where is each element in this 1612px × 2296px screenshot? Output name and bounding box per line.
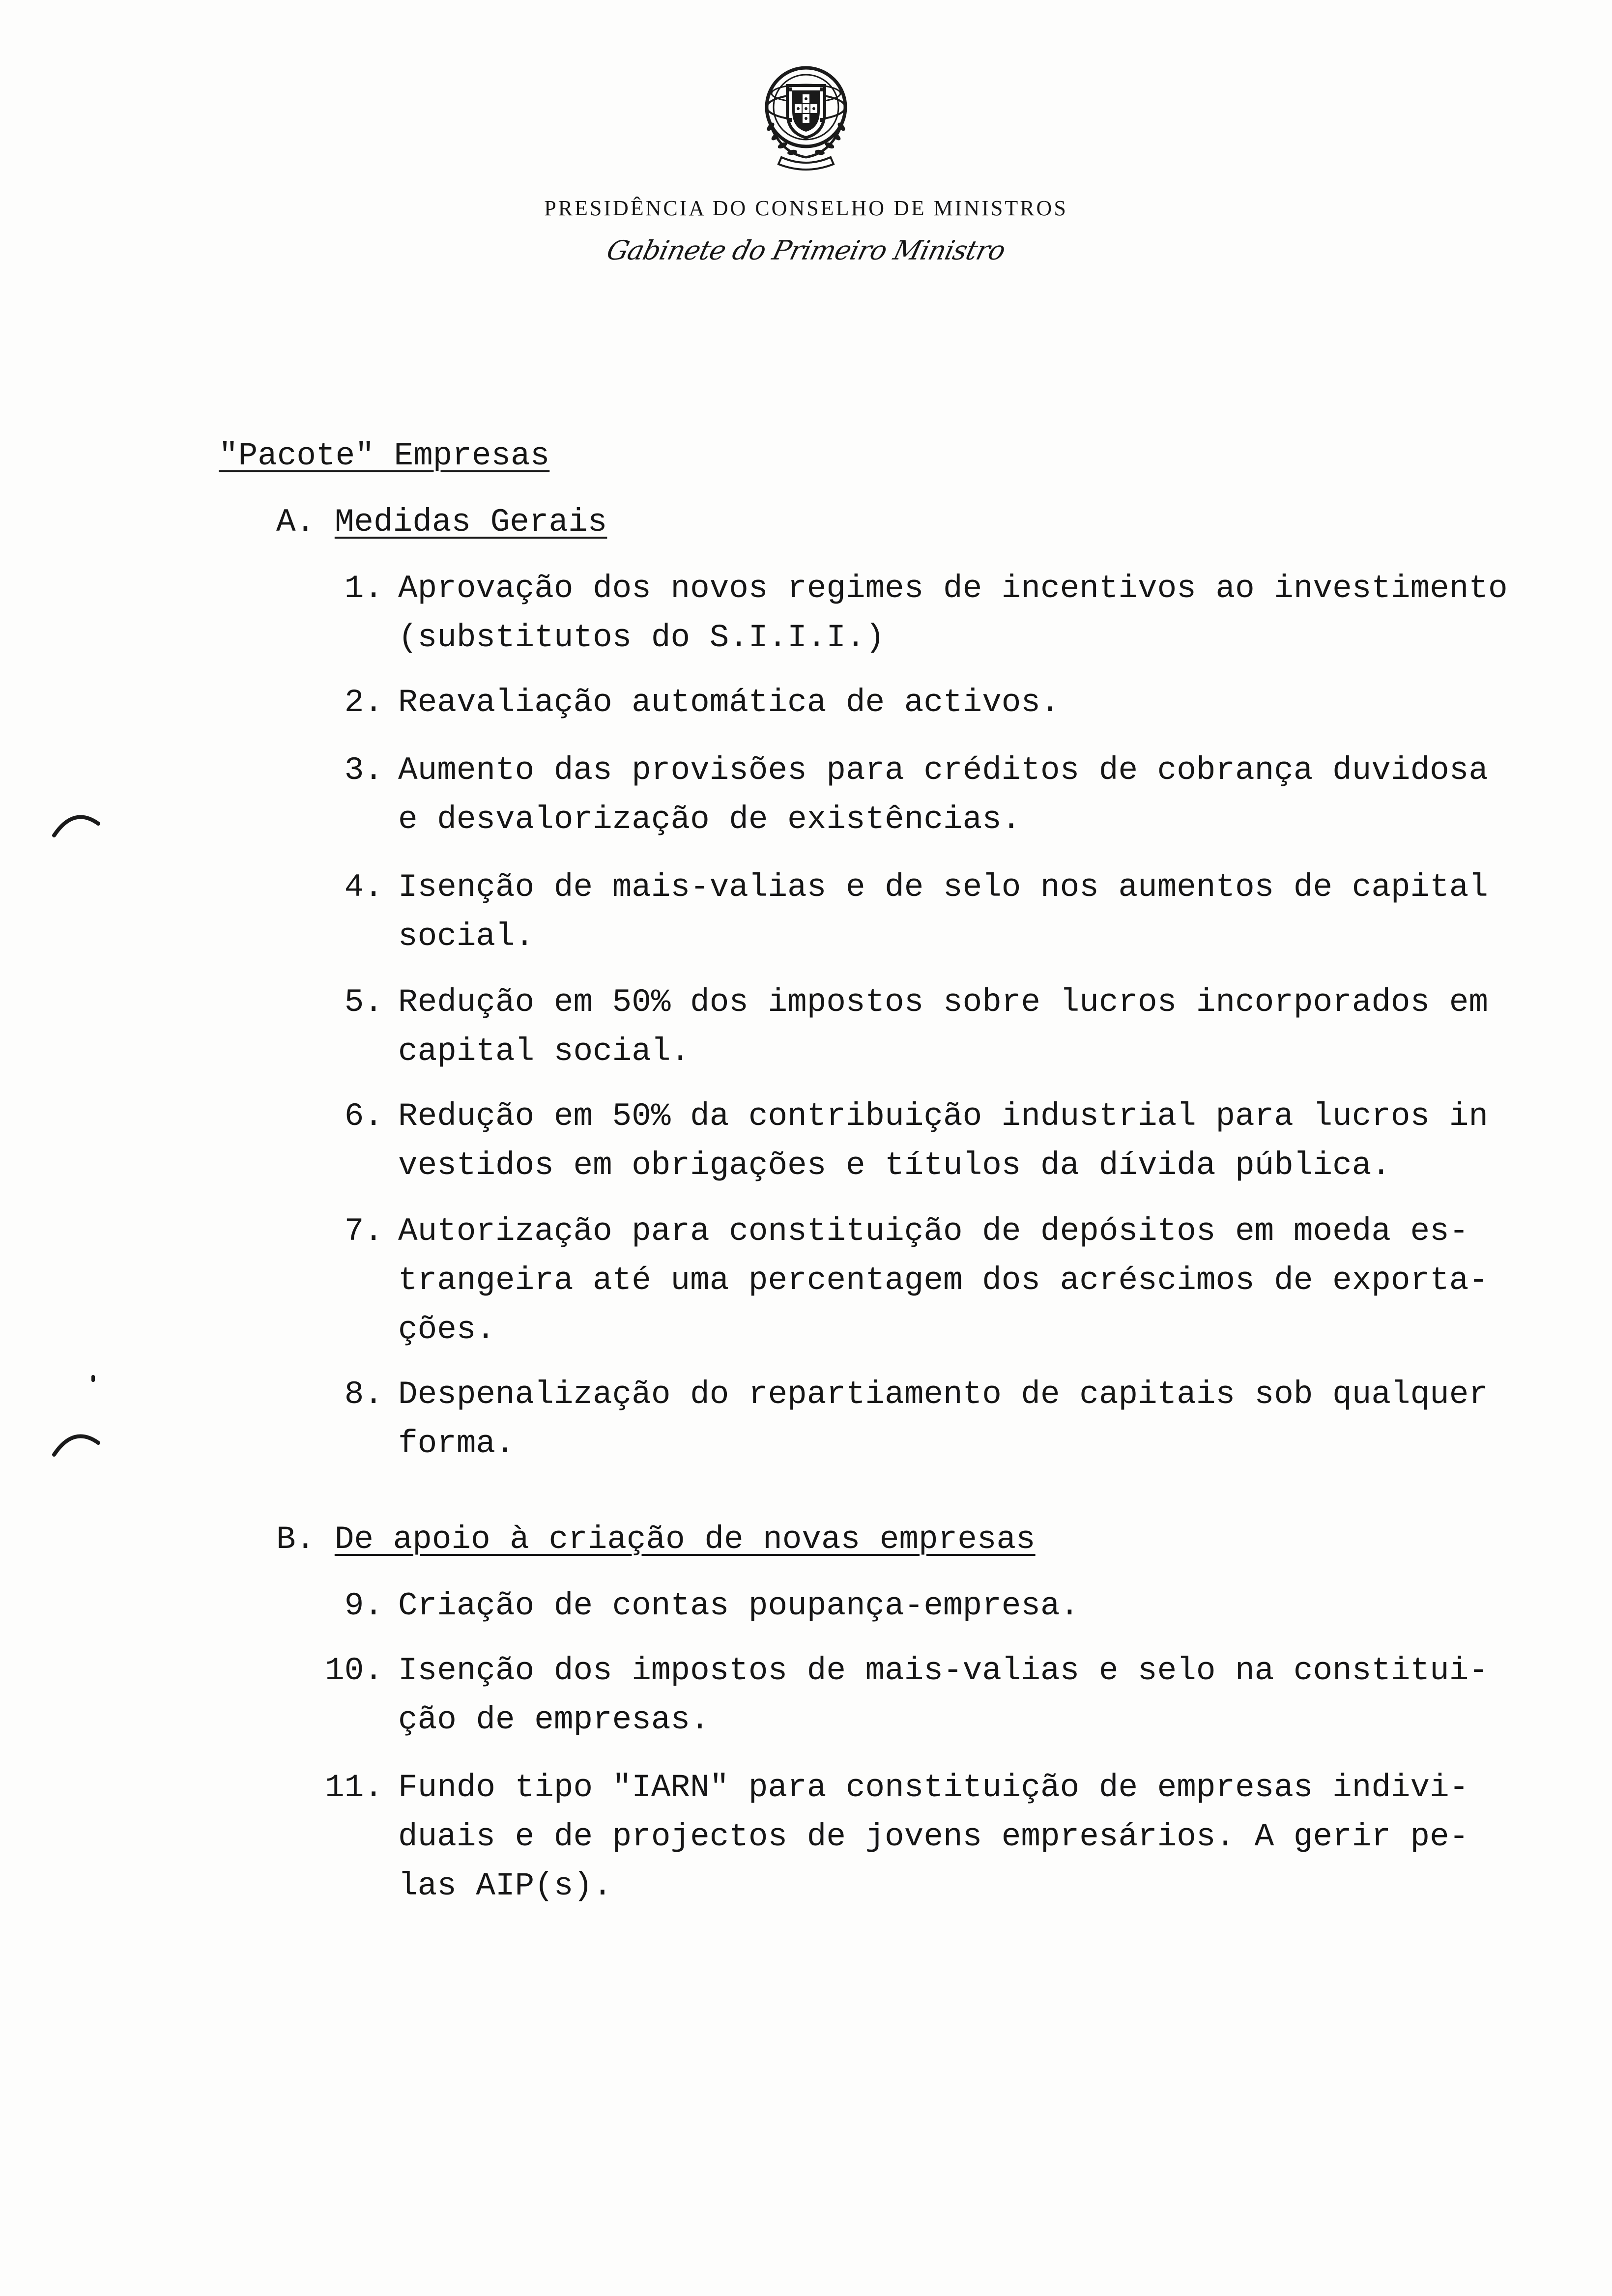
- item-text-line: Reavaliação automática de activos.: [398, 684, 1060, 721]
- item-text-line: Redução em 50% dos impostos sobre lucros incorporados em: [398, 984, 1488, 1021]
- document-title: "Pacote" Empresas: [219, 437, 550, 474]
- item-text-line: Isenção dos impostos de mais-valias e selo na constitui-: [398, 1652, 1488, 1689]
- item-text-line: las AIP(s).: [398, 1867, 612, 1904]
- item-text-line: Redução em 50% da contribuição industrial para lucros in: [398, 1098, 1488, 1135]
- item-number: 11.: [325, 1769, 383, 1806]
- item-number: 1.: [344, 570, 383, 607]
- item-text-line: Aumento das provisões para créditos de cobrança duvidosa: [398, 752, 1488, 789]
- section-a-header: [276, 498, 607, 547]
- item-number: 3.: [344, 752, 383, 789]
- item-text-line: Fundo tipo "IARN" para constituição de empresas indivi-: [398, 1769, 1469, 1806]
- item-number: 10.: [325, 1652, 383, 1689]
- item-text-line: vestidos em obrigações e títulos da dívida pública.: [398, 1147, 1391, 1184]
- item-text-line: capital social.: [398, 1033, 691, 1070]
- item-text-line: ção de empresas.: [398, 1701, 710, 1738]
- item-text-line: (substitutos do S.I.I.I.): [398, 619, 885, 656]
- item-number: 4.: [344, 869, 383, 906]
- item-number: 8.: [344, 1376, 383, 1413]
- item-text-line: e desvalorização de existências.: [398, 801, 1021, 838]
- punch-hole-mark: [49, 806, 103, 840]
- section-letter: B.: [276, 1521, 316, 1558]
- section-heading: De apoio à criação de novas empresas: [334, 1521, 1036, 1558]
- scan-speck: [91, 1375, 95, 1382]
- item-text-line: Isenção de mais-valias e de selo nos aumentos de capital: [398, 869, 1488, 906]
- item-text-line: Criação de contas poupança-empresa.: [398, 1587, 1080, 1624]
- item-text-line: trangeira até uma percentagem dos acréscimos de exporta-: [398, 1262, 1488, 1299]
- item-text-line: social.: [398, 918, 535, 955]
- item-text-line: Aprovação dos novos regimes de incentivos ao investimento: [398, 570, 1508, 607]
- item-number: 6.: [344, 1098, 383, 1135]
- item-text-line: duais e de projectos de jovens empresários. A gerir pe-: [398, 1818, 1469, 1855]
- section-b-header: [276, 1515, 1036, 1564]
- item-text-line: Autorização para constituição de depósitos em moeda es-: [398, 1213, 1469, 1250]
- item-number: 2.: [344, 684, 383, 721]
- item-number: 5.: [344, 984, 383, 1021]
- punch-hole-mark: [49, 1425, 103, 1460]
- item-number: 9.: [344, 1587, 383, 1624]
- item-text-line: forma.: [398, 1425, 515, 1462]
- item-text-line: ções.: [398, 1311, 496, 1348]
- cabinet-name: Gabinete do Primeiro Ministro: [604, 235, 1008, 266]
- section-heading: Medidas Gerais: [334, 504, 607, 541]
- item-text-line: Despenalização do repartiamento de capitais sob qualquer: [398, 1376, 1488, 1413]
- coat-of-arms-seal: [747, 59, 865, 172]
- item-number: 7.: [344, 1213, 383, 1250]
- organization-name: PRESIDÊNCIA DO CONSELHO DE MINISTROS: [544, 196, 1068, 220]
- section-letter: A.: [276, 504, 316, 541]
